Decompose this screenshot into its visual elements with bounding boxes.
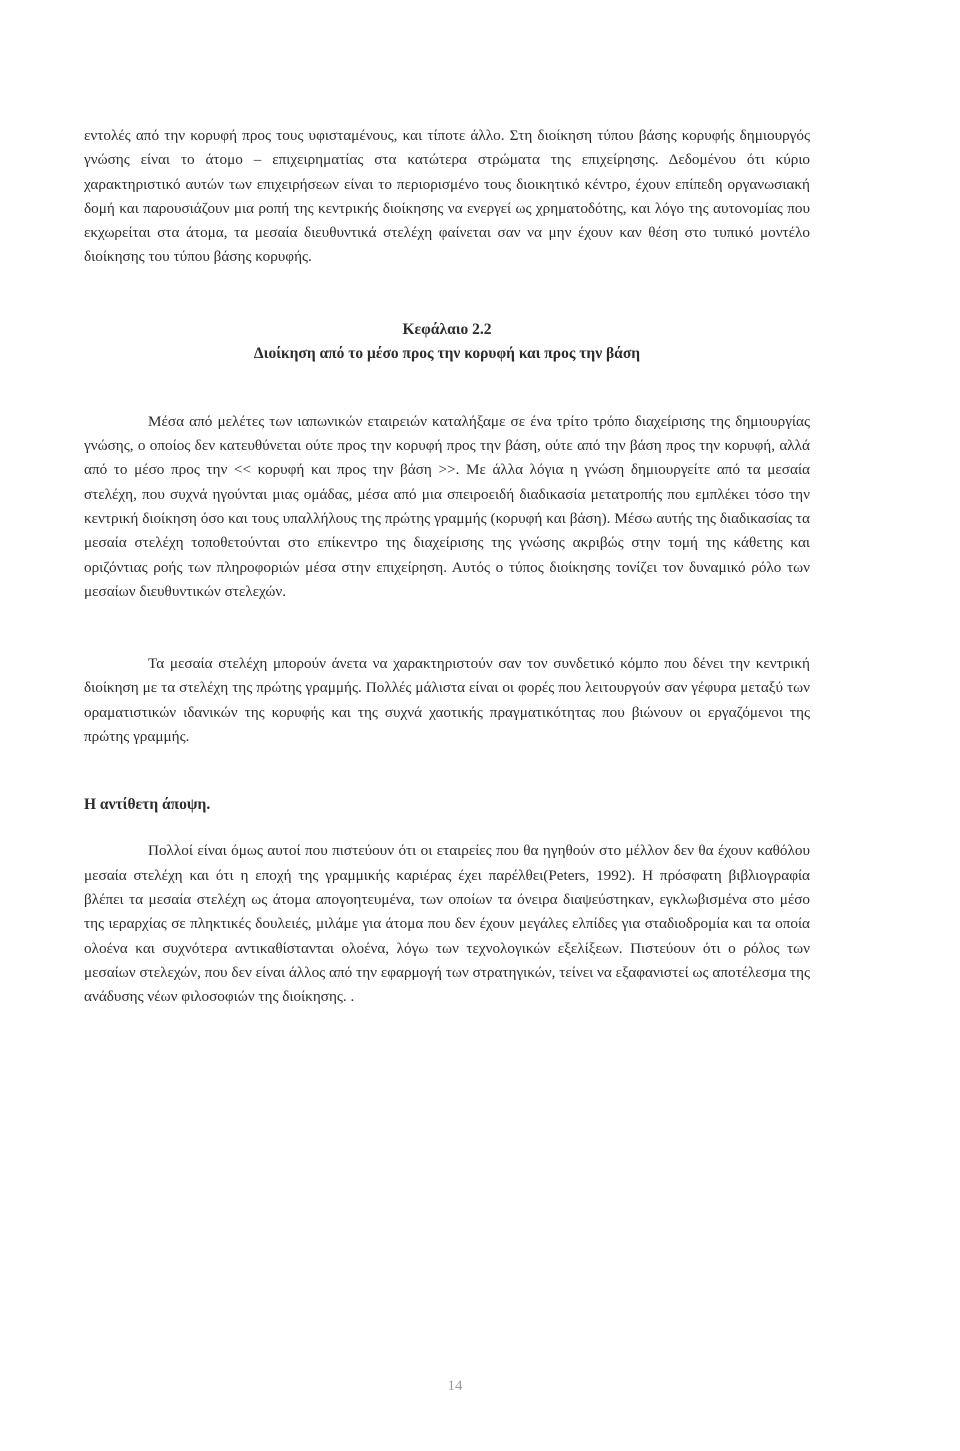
body-paragraph-1: εντολές από την κορυφή προς τους υφισταμένους, και τίποτε άλλο. Στη διοίκηση τύπου βάσης κορυφής δημιουργός γνώσης είναι το άτομο – επιχειρηματίας στα κατώτερα στρώματα της επιχείρησης. Δεδομένου ότι κύριο χαρακτηριστικό αυτών των επιχειρήσεων είναι το περιορισμένο τους διοικητικό κέντρο, έχουν επίπεδη οργανωσιακή δομή και παρουσιάζουν μια ροπή της κεντρικής διοίκησης να ενεργεί ως χρηματοδότης, και λόγο της αυτονομίας που εκχωρείται στα άτομα, τα μεσαία διευθυντικά στελέχη φαίνεται σαν να μην έχουν καν θέση στο τυπικό μοντέλο διοίκησης του τύπου βάσης κορυφής. <box>84 127 810 266</box>
chapter-heading <box>84 318 810 366</box>
document-page <box>84 124 810 1009</box>
body-paragraph-2: Μέσα από μελέτες των ιαπωνικών εταιρειών καταλήξαμε σε ένα τρίτο τρόπο διαχείρισης της δημιουργίας γνώσης, ο οποίος δεν κατευθύνεται ούτε προς την κορυφή προς την βάση, ούτε από την βάση προς την κορυφή, αλλά από το μέσο προς την << κορυφή και προς την βάση >>. Με άλλα λόγια η γνώση δημιουργείτε από τα μεσαία στελέχη, που συχνά ηγούνται μιας ομάδας, μέσα από μια σπειροειδή διαδικασία μετατροπής που εμπλέκει τόσο την κεντρική διοίκηση όσο και τους υπαλλήλους της πρώτης γραμμής (κορυφή και βάση). Μέσω αυτής της διαδικασίας τα μεσαία στελέχη τοποθετούνται στο επίκεντρο της διαχείρισης της γνώσης ακριβώς στην τομή της κάθετης και οριζόντιας ροής των πληροφοριών μέσα στην επιχείρηση. Αυτός ο τύπος διοίκησης τονίζει τον δυναμικό ρόλο των μεσαίων διευθυντικών στελεχών. <box>84 412 810 600</box>
page-number: 14 <box>447 1378 463 1394</box>
section-heading: Η αντίθετη άποψη. <box>84 796 211 814</box>
body-paragraph-3: Τα μεσαία στελέχη μπορούν άνετα να χαρακτηριστούν σαν τον συνδετικό κόμπο που δένει την κεντρική διοίκηση με τα στελέχη της πρώτης γραμμής. Πολλές μάλιστα είναι οι φορές που λειτουργούν σαν γέφυρα μεταξύ των οραματιστικών ιδανικών της κορυφής και της συχνά χαοτικής πραγματικότητας που βιώνουν οι εργαζόμενοι της πρώτης γραμμής. <box>84 655 810 746</box>
body-paragraph-4: Πολλοί είναι όμως αυτοί που πιστεύουν ότι οι εταιρείες που θα ηγηθούν στο μέλλον δεν θα έχουν καθόλου μεσαία στελέχη και ότι η εποχή της γραμμικής καριέρας έχει παρέλθει(Peters, 1992). Η πρόσφατη βιβλιογραφία βλέπει τα μεσαία στελέχη ως άτομα απογοητευμένα, των οποίων τα όνειρα διαψεύστηκαν, εγκλωβισμένα στο μέσο της ιεραρχίας σε πληκτικές δουλειές, μιλάμε για άτομα που δεν έχουν μεγάλες ελπίδες για σταδιοδρομία και τα οποία ολοένα και συχνότερα αντικαθίστανται ολοένα, λόγω των τεχνολογικών εξελίξεων. Πιστεύουν ότι ο ρόλος των μεσαίων στελεχών, που δεν είναι άλλος από την εφαρμογή των στρατηγικών, τείνει να εξαφανιστεί ως αποτέλεσμα της ανάδυσης νέων φιλοσοφιών της διοίκησης. . <box>84 842 810 1006</box>
chapter-label: Κεφάλαιο 2.2 <box>402 320 492 338</box>
chapter-title: Διοίκηση από το μέσο προς την κορυφή και προς την βάση <box>253 344 641 362</box>
